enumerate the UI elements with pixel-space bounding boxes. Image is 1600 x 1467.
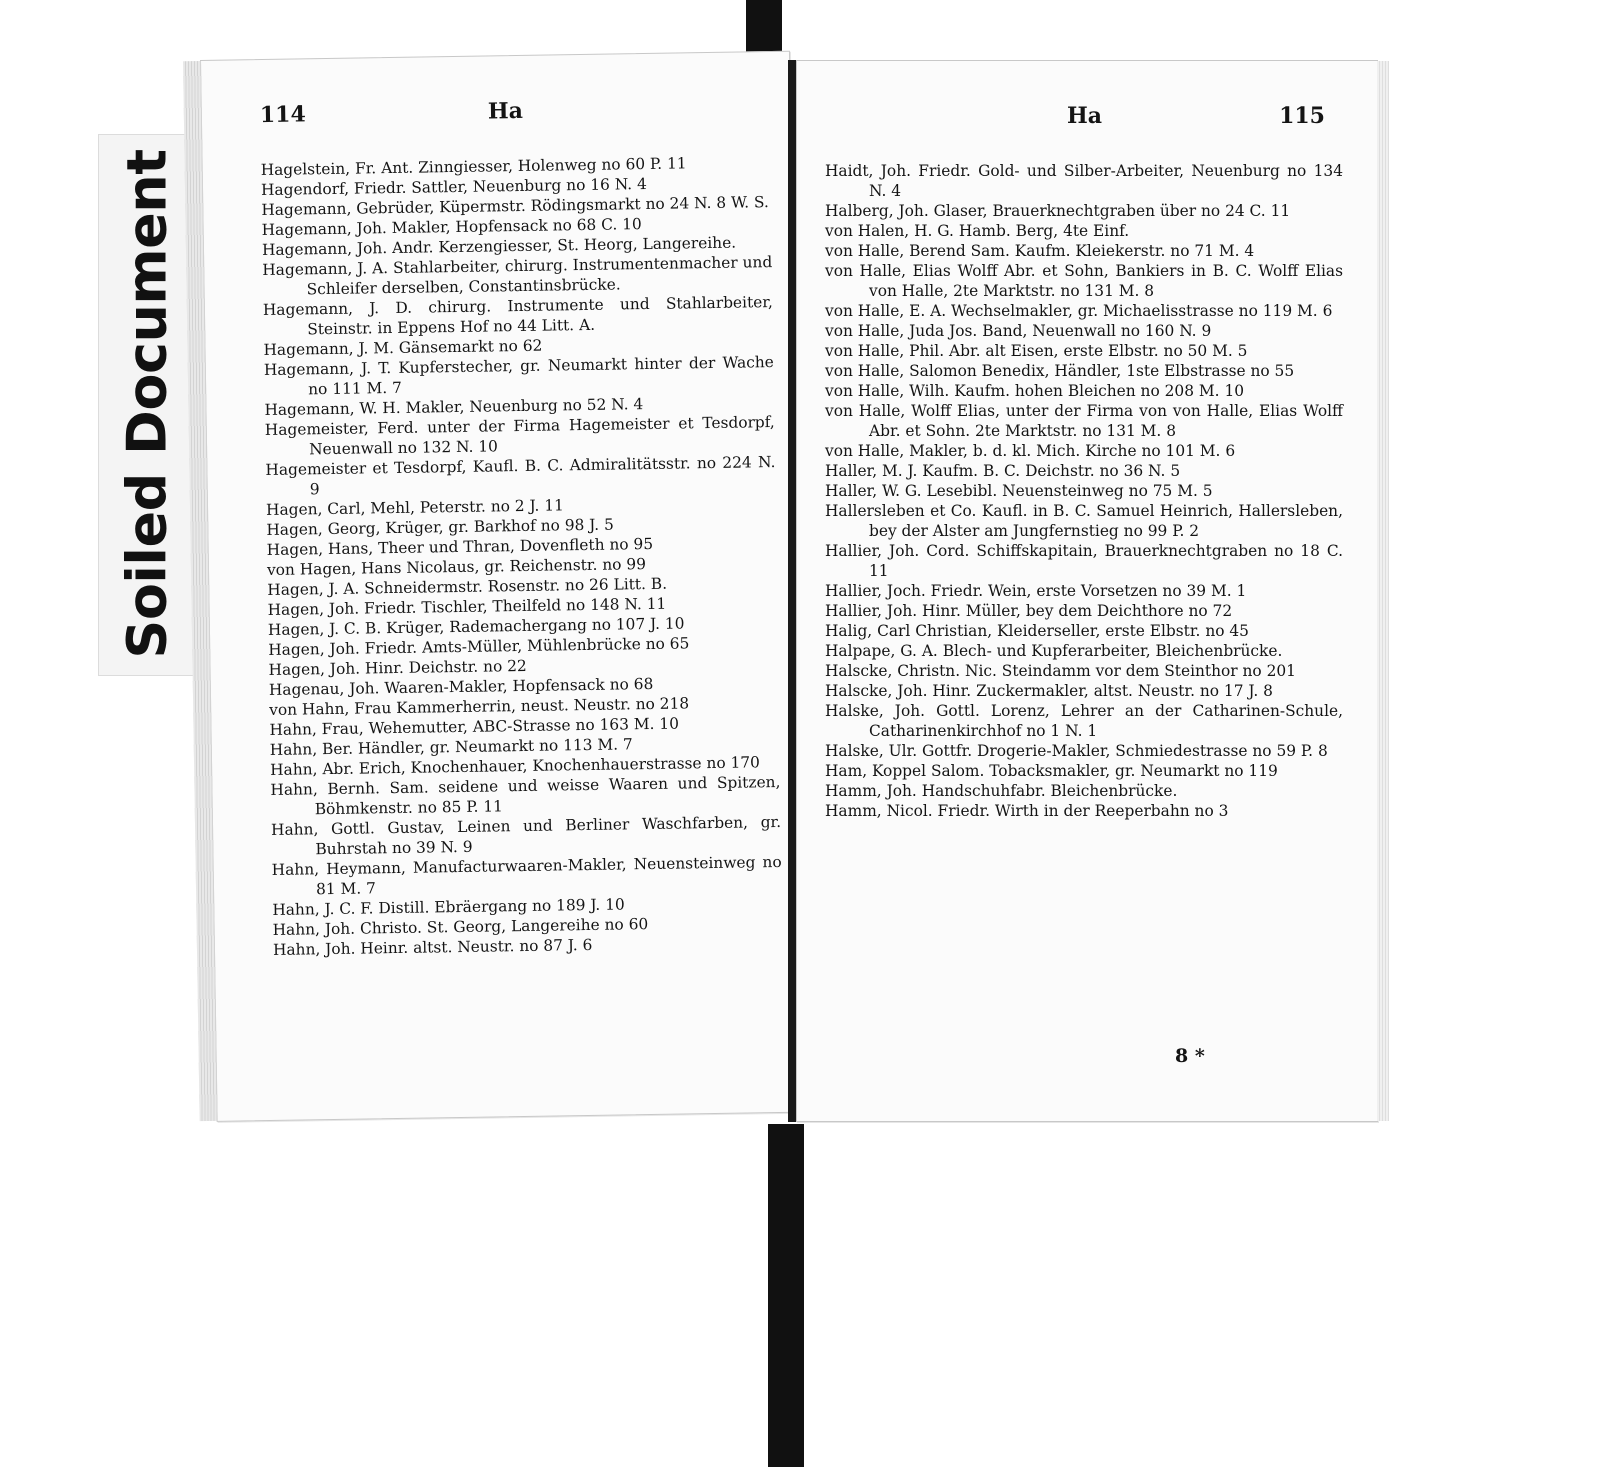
directory-entry: Hagen, Joh. Hinr. Deichstr. no 22 xyxy=(268,656,527,679)
directory-entry: Halscke, Christn. Nic. Steindamm vor dem Steinthor no 201 xyxy=(825,662,1296,680)
directory-entry: Hagemeister, Ferd. unter der Firma Hagemeister et Tesdorpf, Neuenwall no 132 N. 10 xyxy=(264,413,775,459)
directory-entry: von Halle, Phil. Abr. alt Eisen, erste Elbstr. no 50 M. 5 xyxy=(825,342,1248,360)
directory-entry: Haller, M. J. Kaufm. B. C. Deichstr. no 36 N. 5 xyxy=(825,462,1181,480)
soiled-document-label: Soiled Document xyxy=(115,149,179,659)
directory-entry: Hagen, J. C. B. Krüger, Rademachergang no 107 J. 10 xyxy=(267,614,685,640)
directory-entry: Hagemann, J. A. Stahlarbeiter, chirurg. Instrumentenmacher und Schleifer derselben, Constantinsbrücke. xyxy=(262,253,773,299)
directory-entry: Hahn, Joh. Heinr. altst. Neustr. no 87 J. 6 xyxy=(272,935,593,959)
directory-entry: von Hagen, Hans Nicolaus, gr. Reichenstr. no 99 xyxy=(266,555,647,580)
directory-entry: von Halle, Elias Wolff Abr. et Sohn, Bankiers in B. C. Wolff Elias von Halle, 2te Marktstr. no 131 M. 8 xyxy=(825,262,1343,300)
directory-entry: Hagenau, Joh. Waaren-Makler, Hopfensack no 68 xyxy=(268,674,654,699)
directory-entry: Ham, Koppel Salom. Tobacksmakler, gr. Neumarkt no 119 xyxy=(825,762,1278,780)
left-running-head: Ha xyxy=(487,97,524,125)
directory-entry: von Halle, Berend Sam. Kaufm. Kleiekerstr. no 71 M. 4 xyxy=(825,242,1255,260)
directory-entry: Hahn, Ber. Händler, gr. Neumarkt no 113 M. 7 xyxy=(269,735,633,759)
directory-entry: von Halle, Juda Jos. Band, Neuenwall no 160 N. 9 xyxy=(825,322,1212,340)
right-page-number: 115 xyxy=(1279,103,1325,129)
directory-entry: Halpape, G. A. Blech- und Kupferarbeiter, Bleichenbrücke. xyxy=(825,642,1283,660)
binding-bottom-strip xyxy=(768,1124,804,1467)
directory-entry: Hagen, Carl, Mehl, Peterstr. no 2 J. 11 xyxy=(265,496,564,520)
directory-entry: Haidt, Joh. Friedr. Gold- und Silber-Arbeiter, Neuenburg no 134 N. 4 xyxy=(825,162,1343,200)
book-gutter xyxy=(788,60,796,1122)
directory-entry: Halscke, Joh. Hinr. Zuckermakler, altst. Neustr. no 17 J. 8 xyxy=(825,682,1273,700)
directory-entry: Hahn, Joh. Christo. St. Georg, Langereihe no 60 xyxy=(272,915,649,939)
directory-entry: Hagen, J. A. Schneidermstr. Rosenstr. no 26 Litt. B. xyxy=(267,574,668,600)
directory-entry: Hahn, Frau, Wehemutter, ABC-Strasse no 163 M. 10 xyxy=(269,714,680,739)
directory-entry: Hagendorf, Friedr. Sattler, Neuenburg no 16 N. 4 xyxy=(260,174,647,200)
directory-entry: Hagen, Hans, Theer und Thran, Dovenfleth no 95 xyxy=(266,534,654,560)
right-running-head: Ha xyxy=(1067,103,1103,129)
directory-entry: Halske, Ulr. Gottfr. Drogerie-Makler, Schmiedestrasse no 59 P. 8 xyxy=(825,742,1328,760)
directory-entry: Hagemann, Joh. Makler, Hopfensack no 68 C. 10 xyxy=(261,215,642,240)
directory-entry: von Halle, Wolff Elias, unter der Firma von von Halle, Elias Wolff Abr. et Sohn. 2te Marktstr. no 131 M. 8 xyxy=(825,402,1343,440)
right-page xyxy=(796,60,1378,1122)
directory-entry: Hagemann, J. D. chirurg. Instrumente und Stahlarbeiter, Steinstr. in Eppens Hof no 44 Litt. A. xyxy=(262,293,774,339)
signature-mark: 8 * xyxy=(1175,1045,1205,1067)
directory-entry: von Hahn, Frau Kammerherrin, neust. Neustr. no 218 xyxy=(269,694,690,719)
directory-entry: Hagen, Georg, Krüger, gr. Barkhof no 98 J. 5 xyxy=(266,515,614,540)
directory-entry: von Halle, Salomon Benedix, Händler, 1ste Elbstrasse no 55 xyxy=(825,362,1295,380)
left-page-number: 114 xyxy=(259,101,307,129)
directory-entry: Hagemann, W. H. Makler, Neuenburg no 52 N. 4 xyxy=(264,395,644,420)
directory-entry: Halig, Carl Christian, Kleiderseller, erste Elbstr. no 45 xyxy=(825,622,1249,640)
directory-entry: Hagen, Joh. Friedr. Tischler, Theilfeld no 148 N. 11 xyxy=(267,594,667,620)
left-page xyxy=(200,51,807,1122)
directory-entry: Hahn, Bernh. Sam. seidene und weisse Waaren und Spitzen, Böhmkenstr. no 85 P. 11 xyxy=(270,772,781,819)
directory-entry: Hallier, Joh. Hinr. Müller, bey dem Deichthore no 72 xyxy=(825,602,1233,620)
directory-entry: Hahn, Abr. Erich, Knochenhauer, Knochenhauerstrasse no 170 xyxy=(270,753,761,779)
directory-entry: Hahn, Gottl. Gustav, Leinen und Berliner Waschfarben, gr. Buhrstah no 39 N. 9 xyxy=(270,812,782,859)
directory-entry: Hagemeister et Tesdorpf, Kaufl. B. C. Admiralitätsstr. no 224 N. 9 xyxy=(265,453,776,499)
directory-entry: Hagemann, J. T. Kupferstecher, gr. Neumarkt hinter der Wache no 111 M. 7 xyxy=(263,353,774,399)
directory-entry: Hagemann, Gebrüder, Küpermstr. Rödingsmarkt no 24 N. 8 W. S. xyxy=(261,193,769,220)
left-entries xyxy=(261,152,784,960)
directory-entry: Hallier, Joh. Cord. Schiffskapitain, Brauerknechtgraben no 18 C. 11 xyxy=(825,542,1343,580)
directory-entry: Hallersleben et Co. Kaufl. in B. C. Samuel Heinrich, Hallersleben, bey der Alster am Jungfernstieg no 99 P. 2 xyxy=(825,502,1343,540)
directory-entry: von Halle, Makler, b. d. kl. Mich. Kirche no 101 M. 6 xyxy=(825,442,1236,460)
directory-entry: Halberg, Joh. Glaser, Brauerknechtgraben über no 24 C. 11 xyxy=(825,202,1291,220)
directory-entry: Hagelstein, Fr. Ant. Zinngiesser, Holenweg no 60 P. 11 xyxy=(260,154,687,180)
directory-entry: Hahn, J. C. F. Distill. Ebräergang no 189 J. 10 xyxy=(272,895,625,919)
directory-entry: Hallier, Joch. Friedr. Wein, erste Vorsetzen no 39 M. 1 xyxy=(825,582,1247,600)
directory-entry: Hahn, Heymann, Manufacturwaaren-Makler, Neuensteinweg no 81 M. 7 xyxy=(271,852,782,899)
directory-entry: von Halle, E. A. Wechselmakler, gr. Michaelisstrasse no 119 M. 6 xyxy=(825,302,1333,320)
right-entries xyxy=(825,161,1343,821)
directory-entry: von Halen, H. G. Hamb. Berg, 4te Einf. xyxy=(825,222,1130,240)
directory-entry: Hamm, Joh. Handschuhfabr. Bleichenbrücke. xyxy=(825,782,1178,800)
directory-entry: Hagemann, J. M. Gänsemarkt no 62 xyxy=(263,336,543,360)
directory-entry: Hagen, Joh. Friedr. Amts-Müller, Mühlenbrücke no 65 xyxy=(268,634,690,659)
directory-entry: Halske, Joh. Gottl. Lorenz, Lehrer an der Catharinen-Schule, Catharinenkirchhof no 1 N. 1 xyxy=(825,702,1343,740)
directory-entry: Hagemann, Joh. Andr. Kerzengiesser, St. Heorg, Langereihe. xyxy=(261,233,737,260)
directory-entry: Hamm, Nicol. Friedr. Wirth in der Reeperbahn no 3 xyxy=(825,802,1229,820)
directory-entry: Haller, W. G. Lesebibl. Neuensteinweg no 75 M. 5 xyxy=(825,482,1213,500)
directory-entry: von Halle, Wilh. Kaufm. hohen Bleichen no 208 M. 10 xyxy=(825,382,1245,400)
